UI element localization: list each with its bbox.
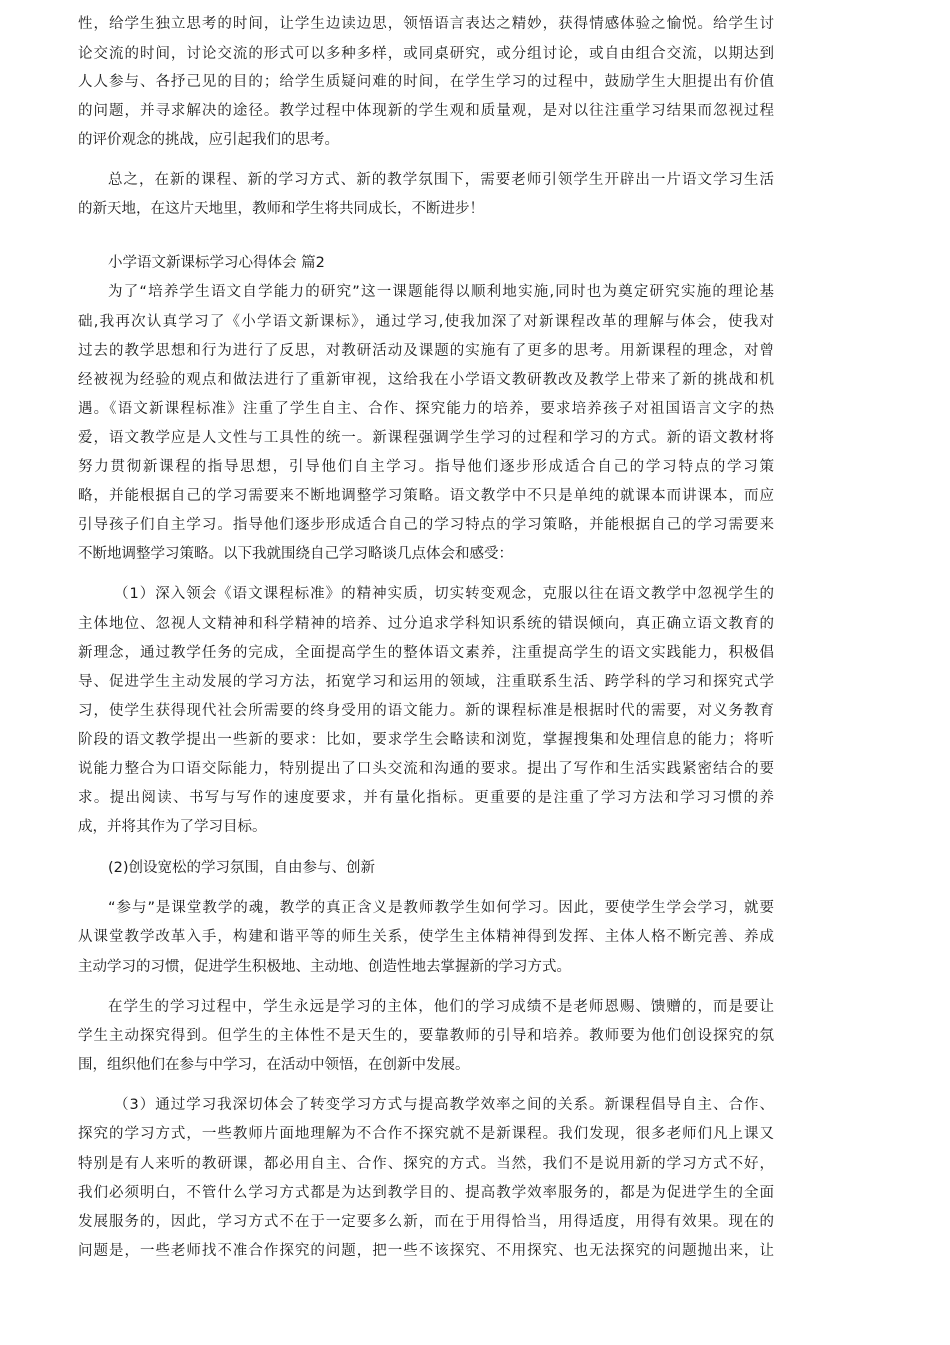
text-line: 特别是有人来听的教研课，都必用自主、合作、探究的方式。当然，我们不是说用新的学习方式不好， (78, 1156, 776, 1172)
text-line: 问题是，一些老师找不准合作探究的问题，把一些不该探究、不用探究、也无法探究的问题抛出来，让 (78, 1243, 776, 1259)
text-line: 总之，在新的课程、新的学习方式、新的教学氛围下，需要老师引领学生开辟出一片语文学习生活 (108, 172, 776, 188)
text-line: 论交流的时间，讨论交流的形式可以多种多样，或同桌研究，或分组讨论，或自由组合交流，以期达到 (78, 46, 776, 62)
text-line: 引导孩子们自主学习。指导他们逐步形成适合自己的学习特点的学习策略，并能根据自己的学习需要来 (78, 517, 776, 533)
text-line: 在学生的学习过程中，学生永远是学习的主体，他们的学习成绩不是老师恩赐、馈赠的，而是要让 (108, 999, 776, 1015)
text-line: 从课堂教学改革入手，构建和谐平等的师生关系，使学生主体精神得到发挥、主体人格不断完善、养成 (78, 929, 776, 945)
text-line: 经被视为经验的观点和做法进行了重新审视，这给我在小学语文教研教改及教学上带来了新的挑战和机 (78, 372, 776, 388)
text-line: （1）深入领会《语文课程标准》的精神实质，切实转变观念，克服以往在语文教学中忽视学生的 (114, 586, 775, 602)
text-line: 习，使学生获得现代社会所需要的终身受用的语文能力。新的课程标准是根据时代的需要，对义务教育 (78, 703, 776, 719)
text-line: 过去的教学思想和行为进行了反思，对教研活动及课题的实施有了更多的思考。用新课程的理念，对曾 (78, 343, 776, 359)
text-line: 略，并能根据自己的学习需要来不断地调整学习策略。语文教学中不只是单纯的就课本而讲课本，而应 (78, 488, 776, 504)
text-line: 的问题，并寻求解决的途径。教学过程中体现新的学生观和质量观，是对以往注重学习结果而忽视过程 (78, 103, 776, 119)
text-line: 础,我再次认真学习了《小学语文新课标》，通过学习,使我加深了对新课程改革的理解与体会，使我对 (78, 314, 776, 330)
text-line: 我们必须明白，不管什么学习方式都是为达到教学目的、提高教学效率服务的，都是为促进学生的全面 (78, 1185, 776, 1201)
text-line: 发展服务的，因此，学习方式不在于一定要多么新，而在于用得恰当，用得适度，用得有效果。现在的 (78, 1214, 776, 1230)
text-line: (2)创设宽松的学习氛围，自由参与、创新 (108, 860, 376, 876)
text-line: 的新天地，在这片天地里，教师和学生将共同成长，不断进步！ (78, 201, 484, 217)
text-line: 阶段的语文教学提出一些新的要求：比如，要求学生会略读和浏览，掌握搜集和处理信息的能力；将听 (78, 732, 776, 748)
text-line: 性，给学生独立思考的时间，让学生边读边思，领悟语言表达之精妙，获得情感体验之愉悦。给学生讨 (78, 16, 776, 32)
text-line: 求。提出阅读、书写与写作的速度要求，并有量化指标。更重要的是注重了学习方法和学习习惯的养 (78, 790, 776, 806)
text-line: 努力贯彻新课程的指导思想，引导他们自主学习。指导他们逐步形成适合自己的学习特点的学习策 (78, 459, 776, 475)
text-line: 为了“培养学生语文自学能力的研究”这一课题能得以顺利地实施,同时也为奠定研究实施的理论基 (108, 284, 776, 300)
text-line: 人人参与、各抒己见的目的；给学生质疑问难的时间，在学生学习的过程中，鼓励学生大胆提出有价值 (78, 74, 776, 90)
text-line: 围，组织他们在参与中学习，在活动中领悟，在创新中发展。 (78, 1057, 470, 1073)
text-line: 学生主动探究得到。但学生的主体性不是天生的，要靠教师的引导和培养。教师要为他们创设探究的氛 (78, 1028, 776, 1044)
text-line: 的评价观念的挑战，应引起我们的思考。 (78, 132, 339, 148)
text-line: 遇。《语文新课程标准》注重了学生自主、合作、探究能力的培养，要求培养孩子对祖国语言文字的热 (78, 401, 776, 417)
text-line: 导、促进学生主动发展的学习方法，拓宽学习和运用的领域，注重联系生活、跨学科的学习和探究式学 (78, 674, 776, 690)
text-line: “参与”是课堂教学的魂，教学的真正含义是教师教学生如何学习。因此，要使学生学会学习，就要 (108, 900, 775, 916)
text-line: 主动学习的习惯，促进学生积极地、主动地、创造性地去掌握新的学习方式。 (78, 959, 571, 975)
text-line: 主体地位、忽视人文精神和科学精神的培养、过分追求学科知识系统的错误倾向，真正确立语文教育的 (78, 616, 776, 632)
text-line: 成，并将其作为了学习目标。 (78, 819, 267, 835)
text-line: 说能力整合为口语交际能力，特别提出了口头交流和沟通的要求。提出了写作和生活实践紧密结合的要 (78, 761, 776, 777)
text-line: 探究的学习方式，一些教师片面地理解为不合作不探究就不是新课程。我们发现，很多老师们凡上课又 (78, 1126, 776, 1142)
text-line: （3）通过学习我深切体会了转变学习方式与提高教学效率之间的关系。新课程倡导自主、合作、 (114, 1097, 775, 1113)
text-line: 小学语文新课标学习心得体会 篇2 (108, 255, 325, 271)
text-line: 新理念，通过教学任务的完成，全面提高学生的整体语文素养，注重提高学生的语文实践能力，积极倡 (78, 645, 776, 661)
text-line: 不断地调整学习策略。以下我就围绕自己学习略谈几点体会和感受： (78, 546, 513, 562)
text-line: 爱，语文教学应是人文性与工具性的统一。新课程强调学生学习的过程和学习的方式。新的语文教材将 (78, 430, 776, 446)
